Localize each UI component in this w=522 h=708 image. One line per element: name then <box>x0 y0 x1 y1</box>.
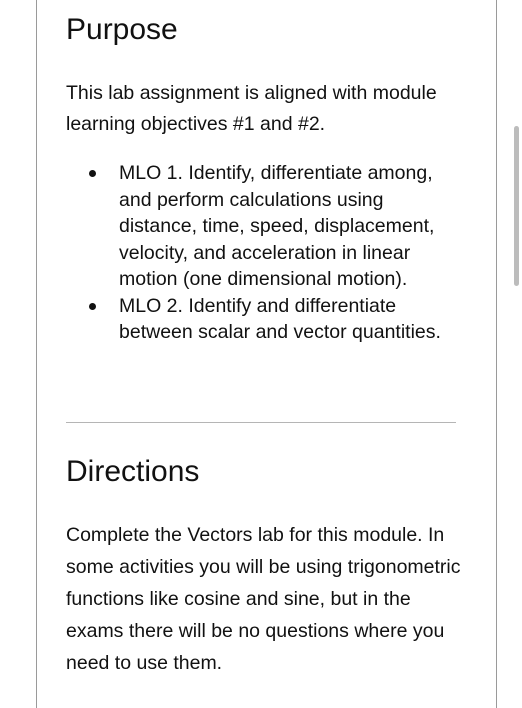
purpose-intro: This lab assignment is aligned with module learning objectives #1 and #2. <box>66 82 437 135</box>
bullet-icon <box>89 303 96 310</box>
list-item <box>66 293 456 346</box>
directions-heading: Directions <box>66 455 200 488</box>
scrollbar[interactable] <box>514 126 519 286</box>
list-item <box>66 160 456 293</box>
section-divider <box>66 422 456 423</box>
objective-mlo1: MLO 1. Identify, differentiate among, and perform calculations using distance, time, speed, displacement, velocity, and acceleration in linear motion (one dimensional motion). <box>119 162 435 290</box>
purpose-heading: Purpose <box>66 13 178 46</box>
objective-mlo2: MLO 2. Identify and differentiate between scalar and vector quantities. <box>119 294 441 343</box>
bullet-icon <box>89 170 96 177</box>
directions-text: Complete the Vectors lab for this module. In some activities you will be using trigonometric functions like cosine and sine, but in the exams there will be no questions where you need to use them. <box>66 524 461 674</box>
objectives-list <box>66 160 456 346</box>
